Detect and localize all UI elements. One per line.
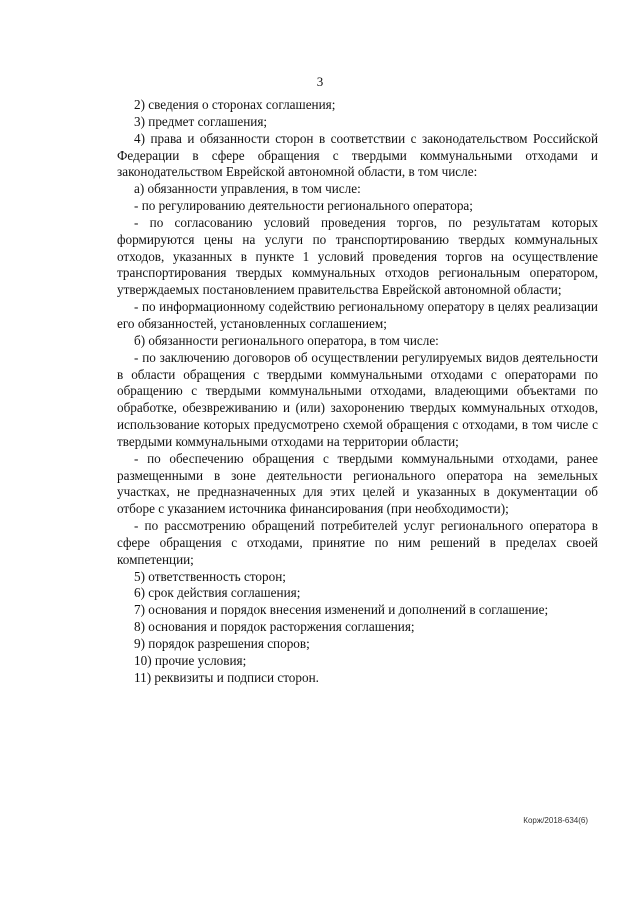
paragraph: 7) основания и порядок внесения изменений и дополнений в соглашение; — [134, 602, 549, 618]
paragraph: 3) предмет соглашения; — [134, 113, 268, 129]
paragraph: - по регулированию деятельности регионального оператора; — [134, 198, 473, 214]
paragraph: 8) основания и порядок расторжения соглашения; — [134, 619, 415, 635]
paragraph: 5) ответственность сторон; — [134, 568, 286, 584]
paragraph: - по согласованию условий проведения торгов, по результатам которых формируются цены на услуги по транспортированию твердых коммунальных отходов, указанных в пункте 1 условий проведения торгов на осуществление транспортирования твердых коммунальных отходов региональным оператором, утверждаемых постановлением правительства Еврейской автономной области; — [117, 214, 598, 298]
paragraph: а) обязанности управления, в том числе: — [134, 181, 361, 197]
paragraph: 9) порядок разрешения споров; — [134, 636, 310, 651]
document-body — [117, 97, 598, 687]
page-number: 3 — [316, 74, 324, 89]
footer-code: Корж/2018-634(6) — [523, 816, 588, 825]
paragraph: 6) срок действия соглашения; — [134, 585, 301, 601]
paragraph: 2) сведения о сторонах соглашения; — [134, 97, 336, 112]
paragraph: - по информационному содействию региональному оператору в целях реализации его обязанностей, установленных соглашением; — [117, 299, 598, 331]
paragraph: - по рассмотрению обращений потребителей услуг регионального оператора в сфере обращения с отходами, принятие по ним решений в пределах своей компетенции; — [117, 518, 598, 567]
paragraph: 4) права и обязанности сторон в соответствии с законодательством Российской Федерации в сфере обращения с твердыми коммунальными отходами и законодательством Еврейской автономной области, в том числе: — [117, 130, 598, 180]
paragraph: - по заключению договоров об осуществлении регулируемых видов деятельности в области обращения с твердыми коммунальными отходами с операторами по обращению с твердыми коммунальными отходами, владеющими объектами по обработке, обезвреживанию и (или) захоронению твердых коммунальных отходов, использование которых предусмотрено схемой обращения с отходами, в том числе с твердыми коммунальными отходами на территории области; — [117, 349, 598, 449]
paragraph: - по обеспечению обращения с твердыми коммунальными отходами, ранее размещенными в зоне деятельности регионального оператора на земельных участках, не предназначенных для этих целей и указанных в документации об отборе с указанием источника финансирования (при необходимости); — [117, 450, 598, 517]
paragraph: 11) реквизиты и подписи сторон. — [134, 669, 319, 685]
paragraph: б) обязанности регионального оператора, в том числе: — [134, 332, 439, 348]
paragraph: 10) прочие условия; — [134, 652, 247, 668]
